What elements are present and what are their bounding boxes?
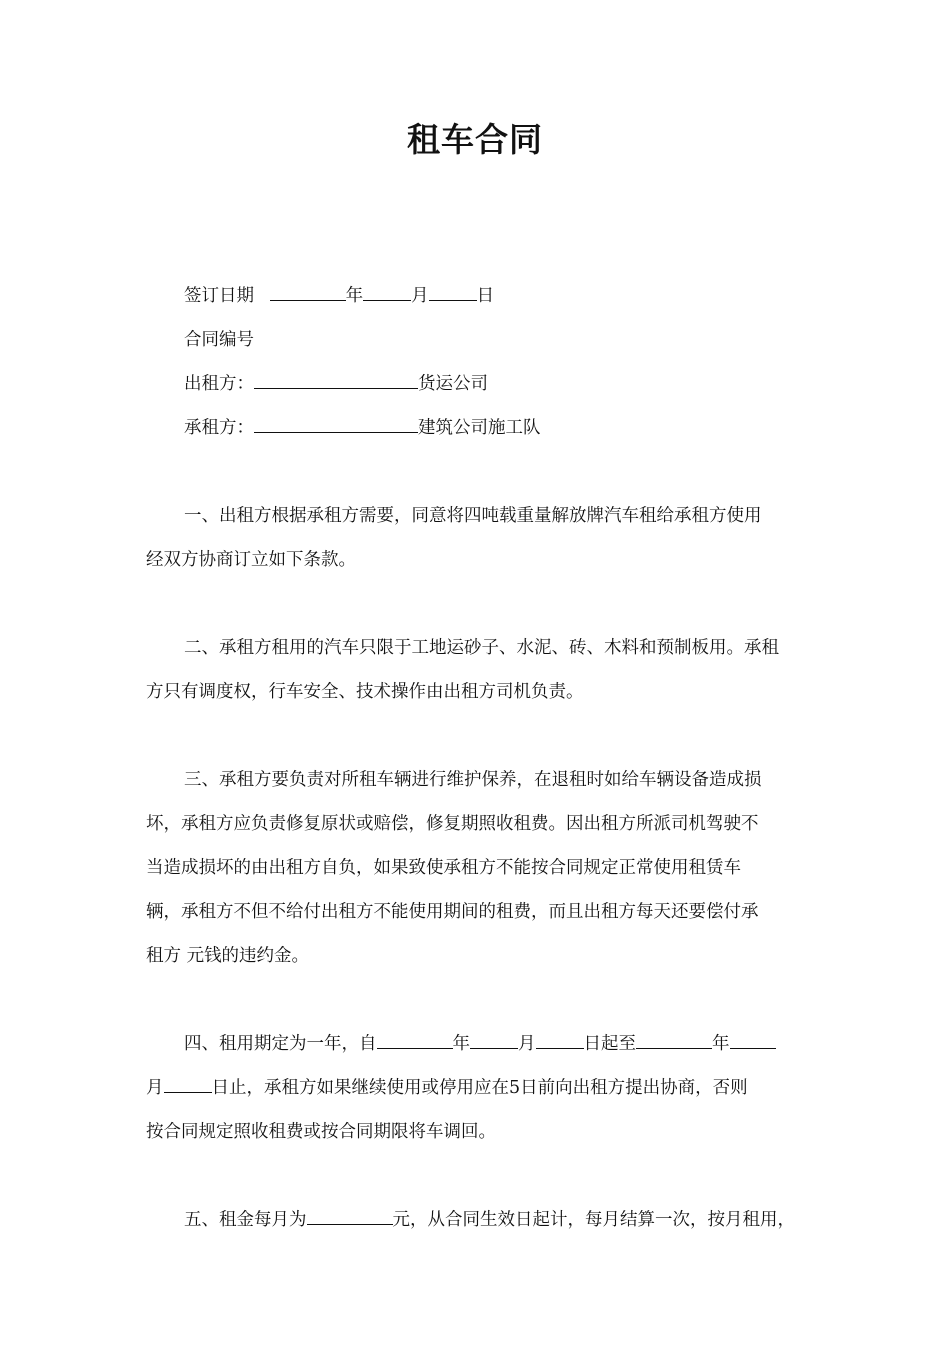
sign-month-label: 月 bbox=[411, 286, 429, 306]
clause-3-line-3: 当造成损坏的由出租方自负，如果致使承租方不能按合同规定正常使用租赁车 bbox=[146, 858, 741, 878]
term-end-month-label: 月 bbox=[146, 1078, 164, 1098]
term-end-day-blank bbox=[164, 1076, 212, 1093]
sign-year-blank bbox=[270, 284, 346, 301]
lessor-suffix: 货运公司 bbox=[418, 374, 488, 394]
sign-day-label: 日 bbox=[476, 286, 495, 306]
term-start-day-label: 日起至 bbox=[583, 1034, 636, 1054]
term-end-year-blank bbox=[636, 1032, 712, 1049]
clause-2 bbox=[146, 626, 810, 714]
term-start-month-blank bbox=[470, 1032, 518, 1049]
clause-5-lead: 五、租金每月为 bbox=[184, 1210, 307, 1230]
clause-3-line-1: 三、承租方要负责对所租车辆进行维护保养，在退租时如给车辆设备造成损 bbox=[184, 770, 762, 790]
clause-5-line-1 bbox=[146, 1198, 810, 1242]
clause-4-lead: 四、租用期定为一年，自 bbox=[184, 1034, 377, 1054]
term-end-month-blank bbox=[730, 1032, 776, 1049]
term-start-year-blank bbox=[377, 1032, 453, 1049]
lessee-line bbox=[184, 416, 541, 440]
lessee-suffix: 建筑公司施工队 bbox=[418, 418, 541, 438]
term-start-year-label: 年 bbox=[452, 1034, 470, 1054]
clause-1-line-2: 经双方协商订立如下条款。 bbox=[146, 550, 356, 570]
sign-date-label: 签订日期 bbox=[184, 286, 254, 306]
clause-4-line-1 bbox=[146, 1022, 810, 1066]
clause-1-line-1: 一、出租方根据承租方需要，同意将四吨载重量解放牌汽车租给承租方使用 bbox=[184, 506, 762, 526]
contract-no-line bbox=[184, 328, 254, 352]
clause-3-line-2: 坏，承租方应负责修复原状或赔偿，修复期照收租费。因出租方所派司机驾驶不 bbox=[146, 814, 759, 834]
sign-day-blank bbox=[429, 284, 477, 301]
sign-date-line bbox=[184, 284, 494, 308]
clause-4 bbox=[146, 1022, 810, 1154]
clause-4-line-2 bbox=[146, 1066, 810, 1110]
lessor-blank bbox=[254, 372, 418, 389]
clause-3-line-5: 租方 元钱的违约金。 bbox=[146, 946, 310, 966]
clause-5-text: 元，从合同生效日起计，每月结算一次，按月租用， bbox=[392, 1210, 795, 1230]
clause-5 bbox=[146, 1198, 810, 1242]
clause-3 bbox=[146, 758, 810, 978]
lessee-blank bbox=[254, 416, 418, 433]
clause-1 bbox=[146, 494, 810, 582]
clause-4-line-3: 按合同规定照收租费或按合同期限将车调回。 bbox=[146, 1122, 496, 1142]
lessor-line bbox=[184, 372, 488, 396]
clause-4-line-2-text: 日止，承租方如果继续使用或停用应在5日前向出租方提出协商，否则 bbox=[211, 1078, 748, 1098]
lessee-label: 承租方： bbox=[184, 418, 254, 438]
term-end-year-label: 年 bbox=[712, 1034, 730, 1054]
clause-2-line-1: 二、承租方租用的汽车只限于工地运砂子、水泥、砖、木料和预制板用。承租 bbox=[184, 638, 779, 658]
sign-month-blank bbox=[363, 284, 411, 301]
sign-year-label: 年 bbox=[345, 286, 364, 306]
contract-no-label: 合同编号 bbox=[184, 330, 254, 350]
term-start-month-label: 月 bbox=[518, 1034, 536, 1054]
lessor-label: 出租方： bbox=[184, 374, 254, 394]
page-title: 租车合同 bbox=[407, 120, 543, 159]
clause-3-line-4: 辆，承租方不但不给付出租方不能使用期间的租费，而且出租方每天还要偿付承 bbox=[146, 902, 759, 922]
term-start-day-blank bbox=[536, 1032, 584, 1049]
clause-2-line-2: 方只有调度权，行车安全、技术操作由出租方司机负责。 bbox=[146, 682, 584, 702]
rent-amount-blank bbox=[307, 1208, 393, 1225]
